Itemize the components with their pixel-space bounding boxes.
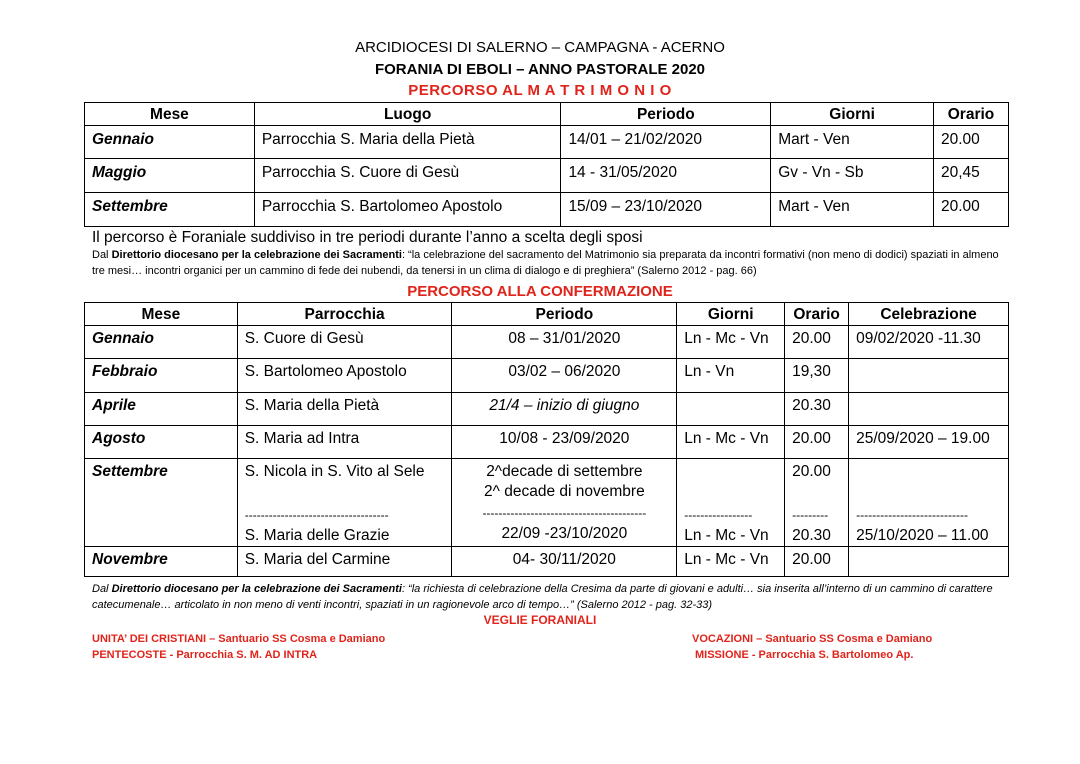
direttorio-text: : “la celebrazione del sacramento del Matrimonio sia preparata da incontri formativi (non meno di dodici) spaziati in almeno tre mesi… incontri organici per un cammino di fede dei nubendi, da tenersi in un clima di dialogo e di preghiera” (Salerno 2012 - pag. 66) xyxy=(92,249,999,277)
parrocchia-b: S. Maria delle Grazie xyxy=(244,527,390,544)
cell-periodo: 14 - 31/05/2020 xyxy=(561,159,771,193)
table-row xyxy=(85,547,1009,577)
cell-mese: Novembre xyxy=(85,547,238,577)
col-header-periodo: Periodo xyxy=(561,103,771,126)
cell-celebrazione xyxy=(849,393,1009,426)
cell-mese: Settembre xyxy=(85,193,255,227)
table-header-row xyxy=(85,303,1009,326)
spacer xyxy=(245,482,445,504)
cell-celebrazione xyxy=(849,359,1009,393)
col-header-celebrazione: Celebrazione xyxy=(849,303,1009,326)
cell-giorni: Ln - Mc - Vn xyxy=(677,547,785,577)
cell-giorni xyxy=(677,459,785,547)
col-header-orario: Orario xyxy=(785,303,849,326)
periodo-a2: 2^ decade di novembre xyxy=(484,483,645,500)
direttorio-text: : “la richiesta di celebrazione della Cresima da parte di giovani e adulti… sia inserita all’interno di un cammino di carattere catecumenale… articolato in non meno di venti incontri, spaziati in un ragionevole arco di tempo…” (Salerno 2012 - pag. 32-33) xyxy=(92,583,993,611)
col-header-luogo: Luogo xyxy=(254,103,561,126)
table-row xyxy=(85,393,1009,426)
spacer xyxy=(684,462,777,504)
table-header-row xyxy=(85,103,1009,126)
cell-celebrazione xyxy=(849,547,1009,577)
cell-mese: Gennaio xyxy=(85,326,238,359)
table-row xyxy=(85,426,1009,459)
veglia-vocazioni: VOCAZIONI – Santuario SS Cosma e Damiano xyxy=(692,633,933,645)
cell-giorni: Mart - Ven xyxy=(771,126,934,159)
spacer xyxy=(856,462,1001,504)
header-forania: FORANIA DI EBOLI – ANNO PASTORALE 2020 xyxy=(374,61,706,78)
col-header-parrocchia: Parrocchia xyxy=(237,303,452,326)
periodo-b: 22/09 -23/10/2020 xyxy=(501,525,628,542)
table-row xyxy=(85,193,1009,227)
giorni-b: Ln - Mc - Vn xyxy=(684,527,769,544)
veglia-unita-cristiani: UNITA’ DEI CRISTIANI – Santuario SS Cosma e Damiano xyxy=(92,633,386,645)
separator-dashes: ------------------------------------ xyxy=(244,508,389,522)
parrocchia-a: S. Nicola in S. Vito al Sele xyxy=(244,463,425,480)
matrimonio-note: Il percorso è Foraniale suddiviso in tre periodi durante l’anno a scelta degli sposi xyxy=(92,229,643,246)
cell-orario: 20.00 xyxy=(934,193,1009,227)
cell-orario: 20.00 xyxy=(785,426,849,459)
col-header-giorni: Giorni xyxy=(677,303,785,326)
veglie-left xyxy=(92,631,385,663)
table-row xyxy=(85,159,1009,193)
cell-periodo: 14/01 – 21/02/2020 xyxy=(561,126,771,159)
cell-giorni: Gv - Vn - Sb xyxy=(771,159,934,193)
direttorio-prefix: Dal xyxy=(92,249,112,261)
cell-periodo: 21/4 – inizio di giugno xyxy=(452,393,677,426)
cell-parrocchia: S. Maria ad Intra xyxy=(237,426,452,459)
col-header-orario: Orario xyxy=(934,103,1009,126)
cell-orario: 20.00 xyxy=(934,126,1009,159)
cell-orario: 20.00 xyxy=(785,547,849,577)
separator-dashes: ----------------------------------------- xyxy=(482,506,647,520)
veglia-pentecoste: PENTECOSTE - Parrocchia S. M. AD INTRA xyxy=(92,649,318,661)
title-matrimonio: PERCORSO AL M A T R I M O N I O xyxy=(408,82,672,99)
spacer xyxy=(792,482,841,504)
matrimonio-direttorio xyxy=(92,247,1012,279)
orario-a: 20.00 xyxy=(792,463,831,480)
col-header-mese: Mese xyxy=(85,103,255,126)
cell-periodo: 04- 30/11/2020 xyxy=(452,547,677,577)
cell-parrocchia: S. Bartolomeo Apostolo xyxy=(237,359,452,393)
cell-celebrazione: 09/02/2020 -11.30 xyxy=(849,326,1009,359)
cell-parrocchia: S. Maria del Carmine xyxy=(237,547,452,577)
table-row xyxy=(85,359,1009,393)
matrimonio-table xyxy=(84,102,1009,227)
separator-dashes: ---------------------------- xyxy=(856,508,968,522)
cell-orario: 20,45 xyxy=(934,159,1009,193)
title-confermazione: PERCORSO ALLA CONFERMAZIONE xyxy=(407,283,673,300)
title-veglie: VEGLIE FORANIALI xyxy=(483,613,597,627)
col-header-mese: Mese xyxy=(85,303,238,326)
cell-mese: Agosto xyxy=(85,426,238,459)
cell-orario: 19,30 xyxy=(785,359,849,393)
veglia-missione: MISSIONE - Parrocchia S. Bartolomeo Ap. xyxy=(695,649,914,661)
separator-dashes: --------- xyxy=(792,508,829,522)
cell-mese: Settembre xyxy=(85,459,238,547)
cell-periodo: 08 – 31/01/2020 xyxy=(452,326,677,359)
orario-b: 20.30 xyxy=(792,527,831,544)
confermazione-table xyxy=(84,302,1009,577)
cell-parrocchia xyxy=(237,459,452,547)
cell-orario: 20.00 xyxy=(785,326,849,359)
cell-parrocchia: S. Cuore di Gesù xyxy=(237,326,452,359)
table-row xyxy=(85,459,1009,547)
cell-giorni: Ln - Mc - Vn xyxy=(677,326,785,359)
cell-giorni: Mart - Ven xyxy=(771,193,934,227)
cell-periodo: 03/02 – 06/2020 xyxy=(452,359,677,393)
cell-luogo: Parrocchia S. Maria della Pietà xyxy=(254,126,561,159)
cell-periodo: 15/09 – 23/10/2020 xyxy=(561,193,771,227)
confermazione-direttorio xyxy=(92,581,1012,613)
cell-giorni: Ln - Vn xyxy=(677,359,785,393)
cell-luogo: Parrocchia S. Bartolomeo Apostolo xyxy=(254,193,561,227)
col-header-giorni: Giorni xyxy=(771,103,934,126)
col-header-periodo: Periodo xyxy=(452,303,677,326)
cell-giorni: Ln - Mc - Vn xyxy=(677,426,785,459)
cell-mese: Febbraio xyxy=(85,359,238,393)
cell-celebrazione xyxy=(849,459,1009,547)
cell-mese: Gennaio xyxy=(85,126,255,159)
separator-dashes: ----------------- xyxy=(684,508,753,522)
table-row xyxy=(85,126,1009,159)
cell-giorni xyxy=(677,393,785,426)
celebrazione-b: 25/10/2020 – 11.00 xyxy=(856,527,989,544)
cell-celebrazione: 25/09/2020 – 19.00 xyxy=(849,426,1009,459)
header-diocese: ARCIDIOCESI DI SALERNO – CAMPAGNA - ACERNO xyxy=(355,39,725,56)
table-row xyxy=(85,326,1009,359)
cell-periodo xyxy=(452,459,677,547)
cell-orario xyxy=(785,459,849,547)
cell-periodo: 10/08 - 23/09/2020 xyxy=(452,426,677,459)
cell-mese: Maggio xyxy=(85,159,255,193)
direttorio-label: Direttorio diocesano per la celebrazione dei Sacramenti xyxy=(111,583,402,595)
direttorio-label: Direttorio diocesano per la celebrazione dei Sacramenti xyxy=(111,249,402,261)
cell-orario: 20.30 xyxy=(785,393,849,426)
cell-luogo: Parrocchia S. Cuore di Gesù xyxy=(254,159,561,193)
periodo-a1: 2^decade di settembre xyxy=(486,463,643,480)
veglie-right xyxy=(692,631,932,663)
cell-mese: Aprile xyxy=(85,393,238,426)
direttorio-prefix: Dal xyxy=(92,583,112,595)
cell-parrocchia: S. Maria della Pietà xyxy=(237,393,452,426)
